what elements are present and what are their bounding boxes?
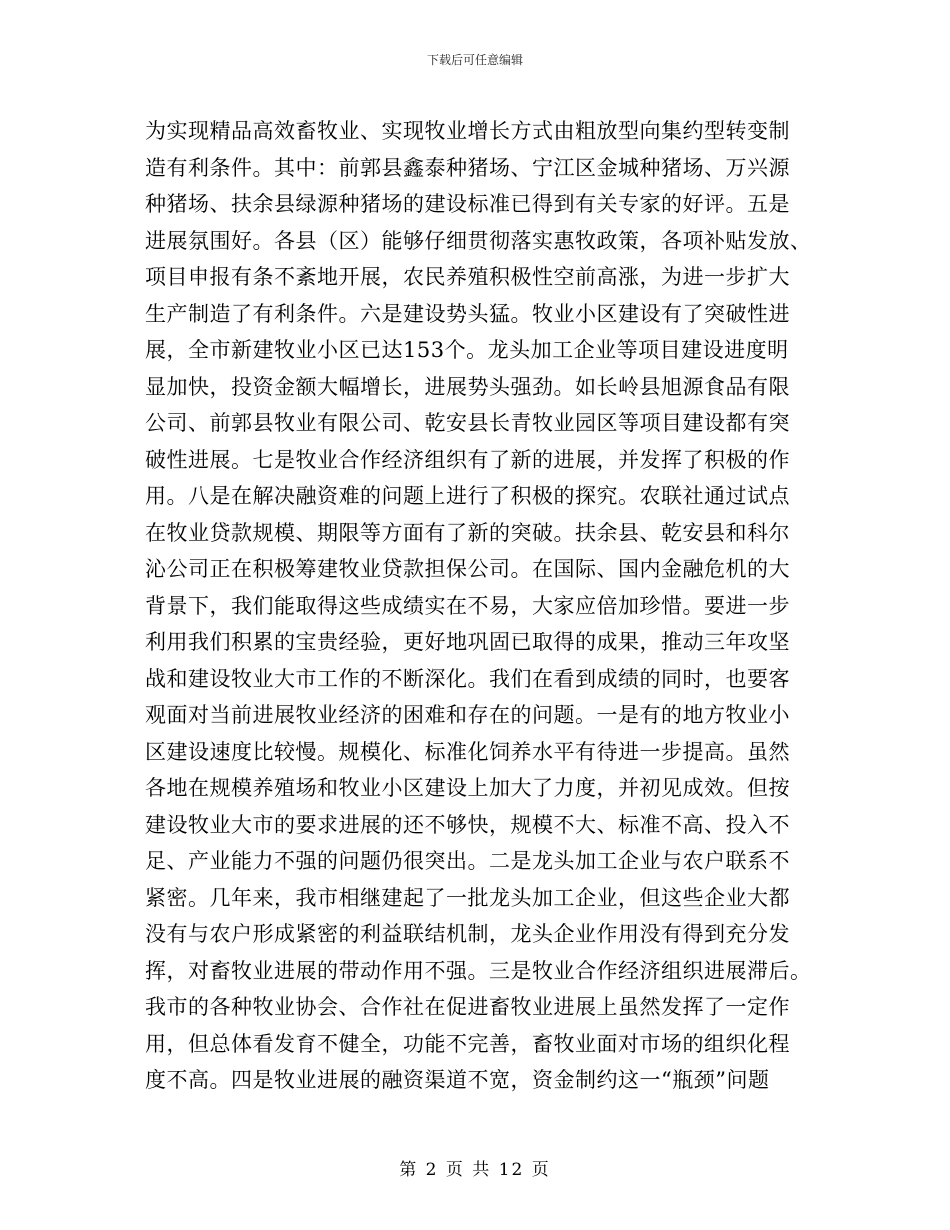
text-line: 种猪场、扶余县绿源种猪场的建设标准已得到有关专家的好评。五是 [145,192,790,216]
body-text [145,113,825,1099]
text-line: 各地在规模养殖场和牧业小区建设上加大了力度，并初见成效。但按 [145,776,790,800]
text-line: 建设牧业大市的要求进展的还不够快，规模不大、标准不高、投入不 [145,812,790,837]
text-line: 破性进展。七是牧业合作经济组织有了新的进展，并发挥了积极的作 [145,447,790,472]
text-line: 背景下，我们能取得这些成绩实在不易，大家应倍加珍惜。要进一步 [145,593,790,618]
text-line: 挥，对畜牧业进展的带动作用不强。三是牧业合作经济组织进展滞后。 [145,958,812,983]
text-line: 我市的各种牧业协会、合作社在促进畜牧业进展上虽然发挥了一定作 [145,995,790,1019]
text-line: 项目申报有条不紊地开展，农民养殖积极性空前高涨，为进一步扩大 [145,265,790,289]
text-line: 利用我们积累的宝贵经验，更好地巩固已取得的成果，推动三年攻坚 [145,630,790,654]
text-line: 没有与农户形成紧密的利益联结机制，龙头企业作用没有得到充分发 [145,922,790,946]
text-line: 足、产业能力不强的问题仍很突出。二是龙头加工企业与农户联系不 [145,849,790,873]
text-line: 为实现精品高效畜牧业、实现牧业增长方式由粗放型向集约型转变制 [145,119,790,143]
text-line: 观面对当前进展牧业经济的困难和存在的问题。一是有的地方牧业小 [145,703,790,727]
text-line: 显加快，投资金额大幅增长，进展势头强劲。如长岭县旭源食品有限 [145,374,790,399]
text-line: 战和建设牧业大市工作的不断深化。我们在看到成绩的同时，也要客 [145,666,790,691]
text-line: 进展氛围好。各县（区）能够仔细贯彻落实惠牧政策，各项补贴发放、 [145,228,812,253]
text-line: 用。八是在解决融资难的问题上进行了积极的探究。农联社通过试点 [145,484,790,508]
text-line: 区建设速度比较慢。规模化、标准化饲养水平有待进一步提高。虽然 [145,739,790,764]
text-line: 生产制造了有利条件。六是建设势头猛。牧业小区建设有了突破性进 [145,301,790,326]
text-line: 度不高。四是牧业进展的融资渠道不宽，资金制约这一“瓶颈”问题 [145,1068,770,1092]
text-line: 在牧业贷款规模、期限等方面有了新的突破。扶余县、乾安县和科尔 [145,520,790,545]
text-line: 展，全市新建牧业小区已达153个。龙头加工企业等项目建设进度明 [145,338,789,362]
text-line: 沁公司正在积极筹建牧业贷款担保公司。在国际、国内金融危机的大 [145,557,790,581]
text-line: 用，但总体看发育不健全，功能不完善，畜牧业面对市场的组织化程 [145,1031,790,1056]
text-line: 公司、前郭县牧业有限公司、乾安县长青牧业园区等项目建设都有突 [145,411,790,435]
text-line: 造有利条件。其中：前郭县鑫泰种猪场、宁江区金城种猪场、万兴源 [145,155,790,180]
text-line: 紧密。几年来，我市相继建起了一批龙头加工企业，但这些企业大都 [145,885,790,910]
page-number: 第 2 页 共 12 页 [399,1160,551,1180]
page-header: 下载后可任意编辑 [426,53,523,67]
